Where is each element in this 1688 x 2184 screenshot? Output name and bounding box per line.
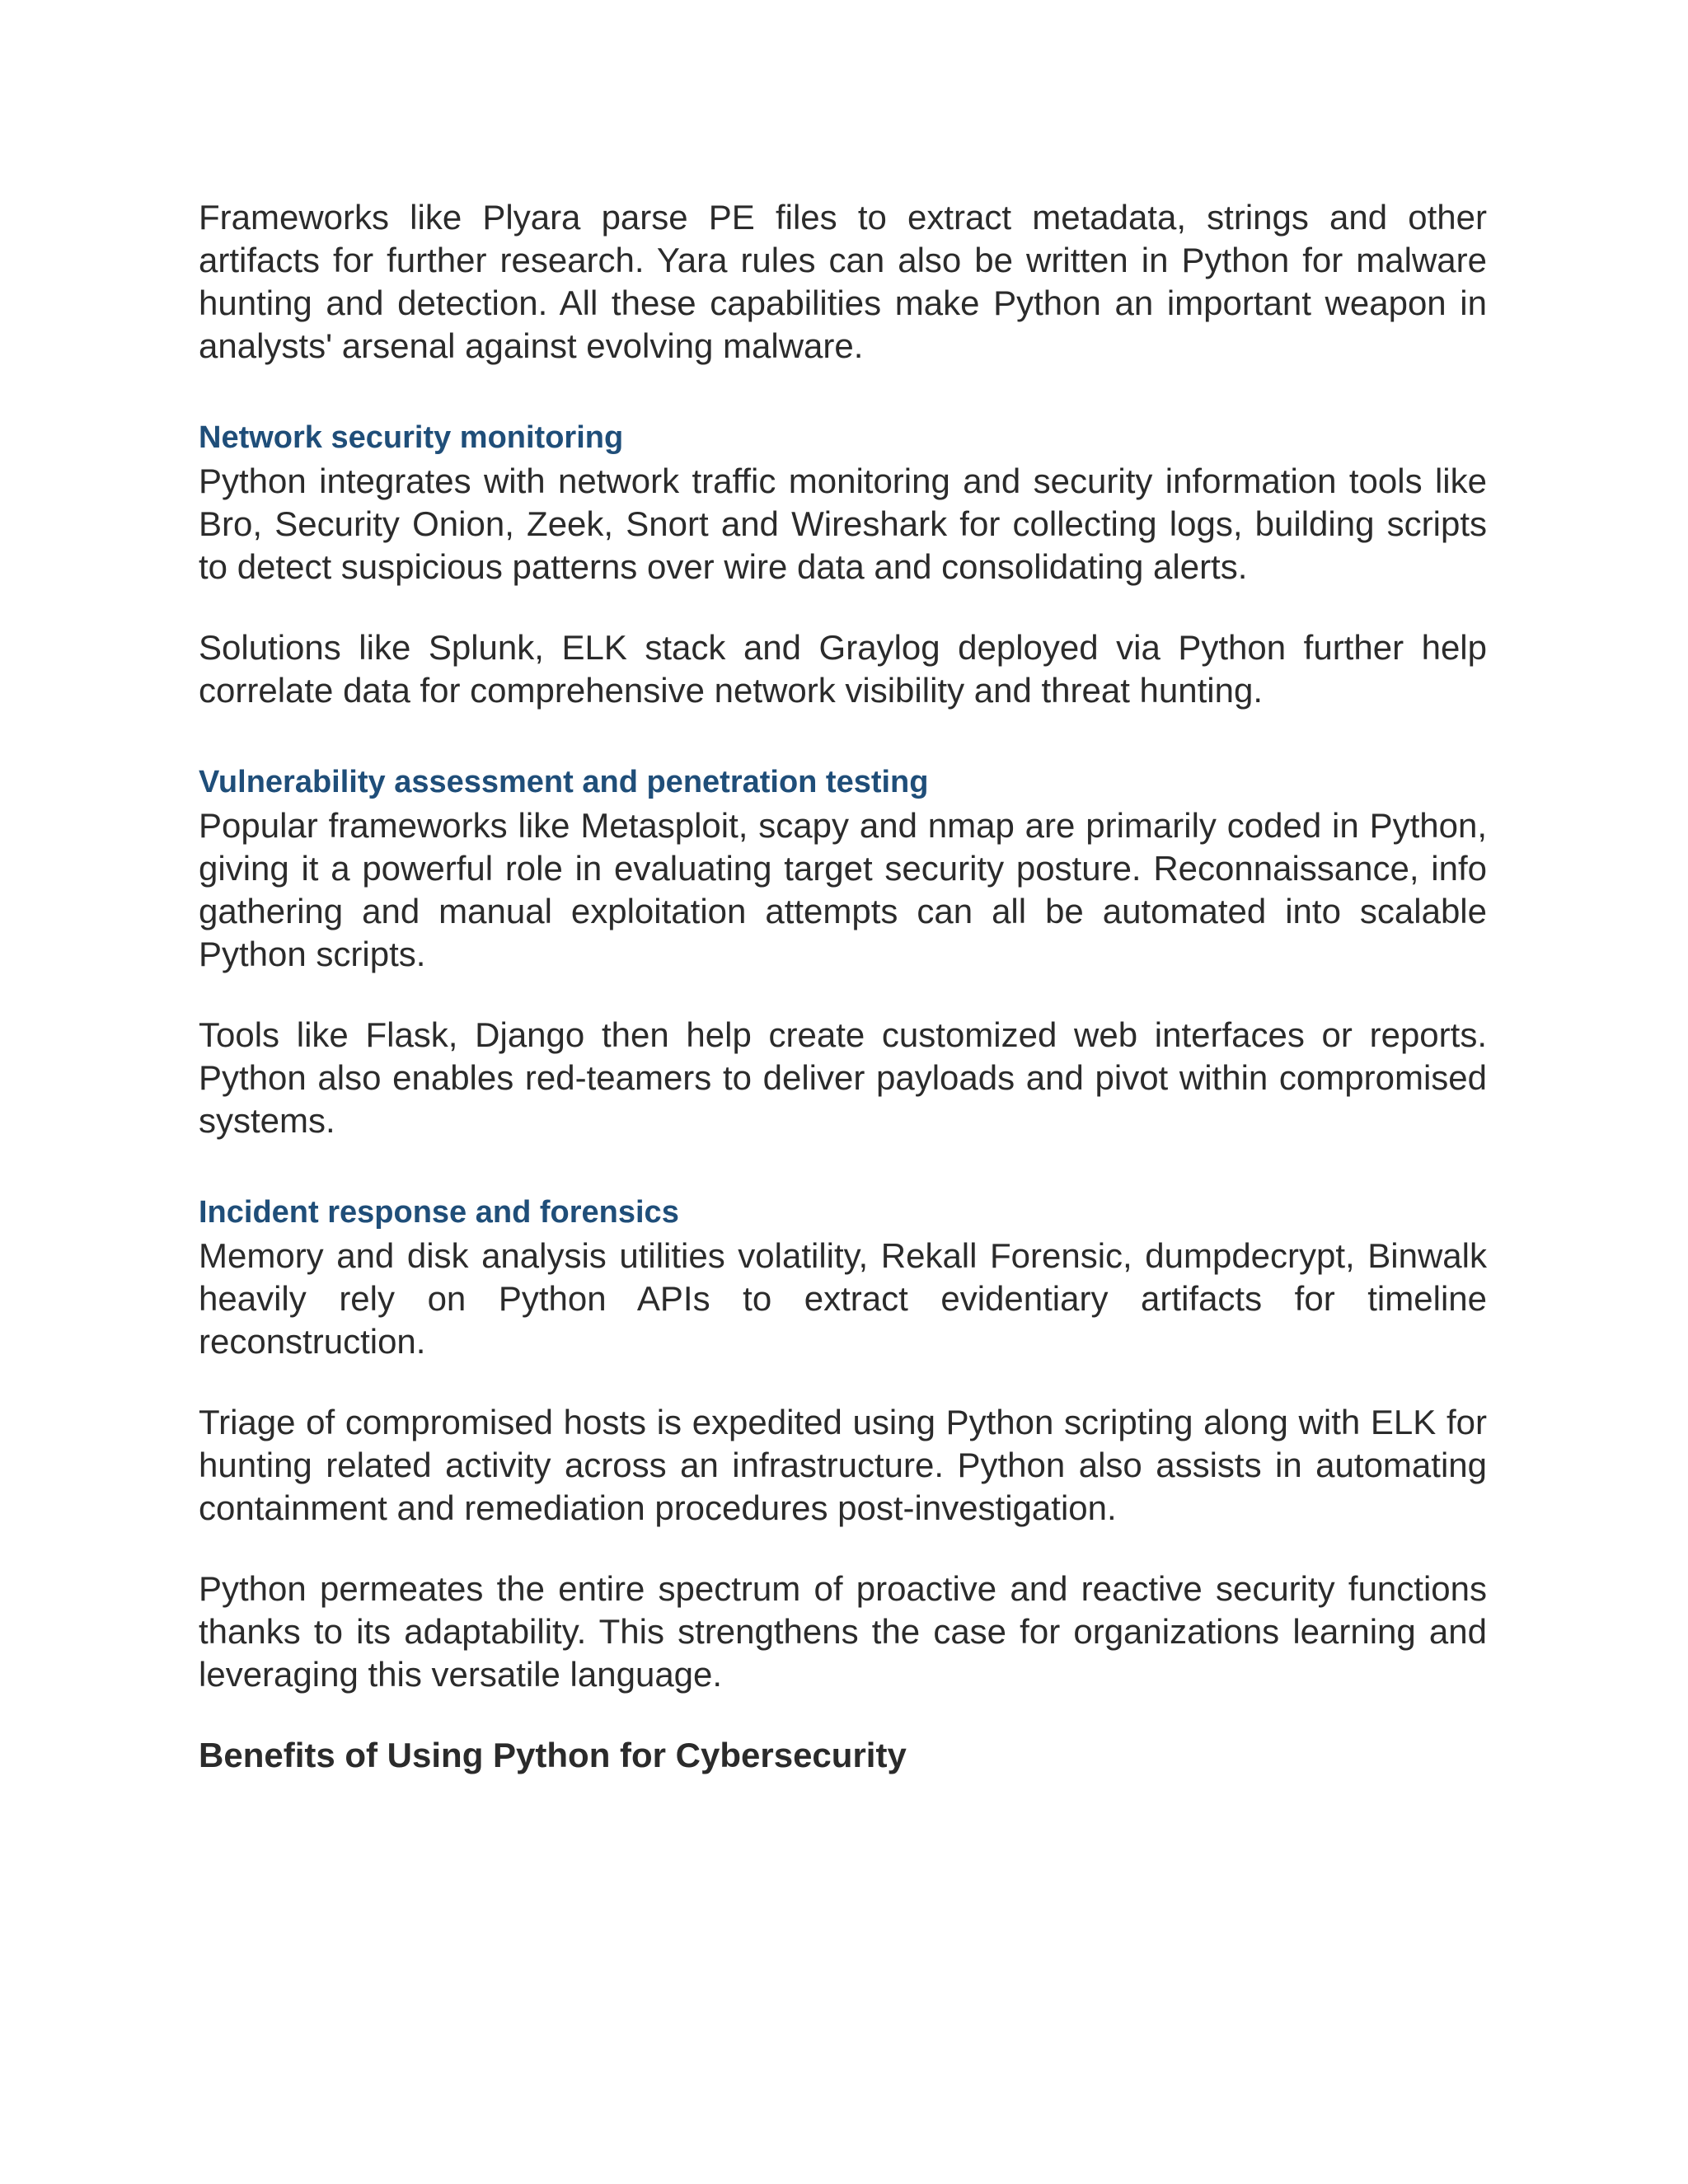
body-paragraph: Triage of compromised hosts is expedited using Python scripting along with ELK for hunting related activity across an infrastructure. Python also assists in automating containment and remediation procedures post-investigation.: [199, 1403, 1487, 1527]
intro-paragraph: Frameworks like Plyara parse PE files to extract metadata, strings and other artifacts for further research. Yara rules can also be written in Python for malware hunting and detection. All these capabilities make Python an important weapon in analysts' arsenal against evolving malware.: [199, 198, 1487, 365]
section-heading: Network security monitoring: [199, 420, 624, 455]
body-paragraph: Popular frameworks like Metasploit, scapy and nmap are primarily coded in Python, giving it a powerful role in evaluating target security posture. Reconnaissance, info gathering and manual exploitation attempts can all be automated into scalable Python scripts.: [199, 806, 1487, 973]
section-incident-response: [199, 1193, 1487, 1696]
benefits-heading: Benefits of Using Python for Cybersecurity: [199, 1736, 907, 1774]
body-paragraph: Memory and disk analysis utilities volatility, Rekall Forensic, dumpdecrypt, Binwalk heavily rely on Python APIs to extract evidentiary artifacts for timeline reconstruction.: [199, 1236, 1487, 1361]
section-vulnerability-assessment: [199, 763, 1487, 1142]
section-heading: Incident response and forensics: [199, 1195, 679, 1230]
body-paragraph: Python integrates with network traffic monitoring and security information tools like Bro, Security Onion, Zeek, Snort and Wireshark for collecting logs, building scripts to detect suspicious patterns over wire data and consolidating alerts.: [199, 462, 1487, 586]
section-network-security-monitoring: [199, 419, 1487, 712]
body-paragraph: Solutions like Splunk, ELK stack and Graylog deployed via Python further help correlate data for comprehensive network visibility and threat hunting.: [199, 628, 1487, 710]
section-heading: Vulnerability assessment and penetration testing: [199, 765, 929, 799]
body-paragraph: Python permeates the entire spectrum of proactive and reactive security functions thanks to its adaptability. This strengthens the case for organizations learning and leveraging this versatile language.: [199, 1569, 1487, 1694]
body-paragraph: Tools like Flask, Django then help create customized web interfaces or reports. Python also enables red-teamers to deliver payloads and pivot within compromised systems.: [199, 1015, 1487, 1140]
document-page: [199, 196, 1487, 1777]
